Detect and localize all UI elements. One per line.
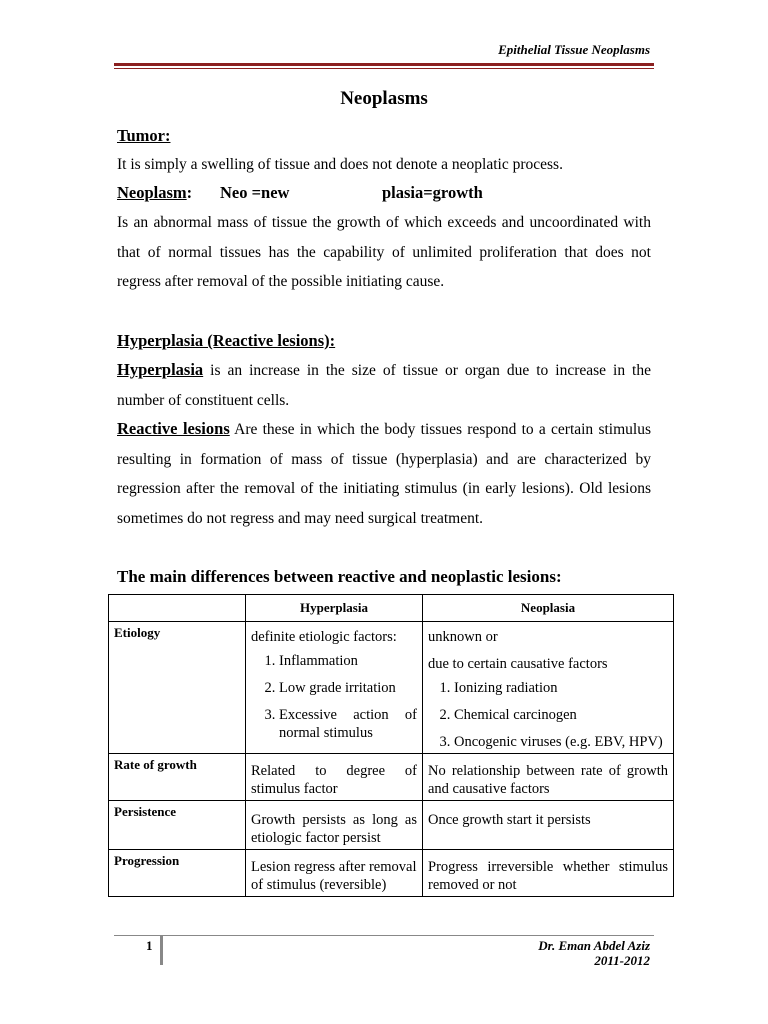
progression-neoplasia-cell: Progress irreversible whether stimulus removed or not	[423, 850, 674, 897]
list-item: 3. Oncogenic viruses (e.g. EBV, HPV)	[454, 733, 668, 751]
header-rule-thick	[114, 63, 654, 66]
header-rule-thin	[114, 68, 654, 69]
etiology-neoplasia-cell	[423, 622, 674, 754]
page-title: Neoplasms	[340, 88, 428, 109]
tumor-heading	[117, 126, 170, 146]
hyperplasia-heading	[117, 331, 335, 351]
rate-neoplasia-cell: No relationship between rate of growth and causative factors	[423, 754, 674, 801]
neoplasm-heading	[117, 183, 651, 203]
footer-rule	[114, 935, 654, 936]
neo-definition: Neo =new	[220, 183, 290, 202]
etiology-neo-list	[428, 679, 668, 751]
neoplasm-term: Neoplasm	[117, 183, 187, 202]
hyperplasia-heading-text: Hyperplasia (Reactive lesions):	[117, 331, 336, 350]
etiology-hyper-list	[251, 652, 417, 742]
col-header-hyperplasia: Hyperplasia	[246, 595, 423, 622]
plasia-definition: plasia=growth	[382, 183, 483, 202]
list-item: 2. Chemical carcinogen	[454, 706, 668, 724]
author-name: Dr. Eman Abdel Aziz	[538, 938, 650, 953]
running-header: Epithelial Tissue Neoplasms	[498, 42, 650, 57]
table-header-row	[109, 595, 674, 622]
neoplasm-colon: :	[186, 183, 193, 202]
row-label-progression: Progression	[109, 850, 246, 897]
rate-hyperplasia-cell: Related to degree of stimulus factor	[246, 754, 423, 801]
persistence-hyperplasia-cell: Growth persists as long as etiologic factor persist	[246, 801, 423, 850]
table-row-rate	[109, 754, 674, 801]
list-item: 2. Low grade irritation	[279, 679, 417, 697]
table-row-progression	[109, 850, 674, 897]
etiology-neo-intro-1: unknown or	[428, 629, 498, 645]
reactive-definition: Are these in which the body tissues respond to a certain stimulus resulting in formation of mass of tissue (hyperplasia) and are characterized by regression after the removal of the initiating stimulus (in early lesions). Old lesions sometimes do not regress and may need surgical treatment.	[117, 421, 651, 527]
persistence-neoplasia-cell: Once growth start it persists	[423, 801, 674, 850]
hyperplasia-term: Hyperplasia	[117, 360, 204, 379]
academic-year: 2011-2012	[594, 953, 650, 968]
hyperplasia-definition: is an increase in the size of tissue or organ due to increase in the number of constituent cells.	[117, 362, 651, 409]
row-label-persistence: Persistence	[109, 801, 246, 850]
differences-table	[108, 594, 674, 897]
reactive-term: Reactive lesions	[117, 419, 230, 438]
progression-hyperplasia-cell: Lesion regress after removal of stimulus (reversible)	[246, 850, 423, 897]
row-label-etiology: Etiology	[109, 622, 246, 754]
tumor-heading-text: Tumor:	[117, 126, 171, 145]
etiology-hyper-intro: definite etiologic factors:	[251, 629, 397, 645]
reactive-paragraph	[117, 414, 651, 533]
footer-author-block	[538, 938, 650, 968]
row-label-rate: Rate of growth	[109, 754, 246, 801]
neoplasm-paragraph: Is an abnormal mass of tissue the growth of which exceeds and uncoordinated with that of normal tissues has the capability of unlimited proliferation that does not regress after removal of the possible initiating cause.	[117, 214, 651, 290]
etiology-neo-intro-2: due to certain causative factors	[428, 656, 608, 672]
corner-cell	[109, 595, 246, 622]
list-item: 1. Ionizing radiation	[454, 679, 668, 697]
page-number: 1	[146, 938, 153, 953]
etiology-hyperplasia-cell	[246, 622, 423, 754]
differences-heading: The main differences between reactive and neoplastic lesions:	[117, 567, 562, 586]
list-item: 1. Inflammation	[279, 652, 417, 670]
table-row-etiology	[109, 622, 674, 754]
col-header-neoplasia: Neoplasia	[423, 595, 674, 622]
tumor-paragraph: It is simply a swelling of tissue and does not denote a neoplatic process.	[117, 156, 563, 173]
hyperplasia-paragraph	[117, 355, 651, 415]
list-item: 3. Excessive action of normal stimulus	[279, 706, 417, 742]
footer-divider	[160, 935, 163, 965]
table-row-persistence	[109, 801, 674, 850]
